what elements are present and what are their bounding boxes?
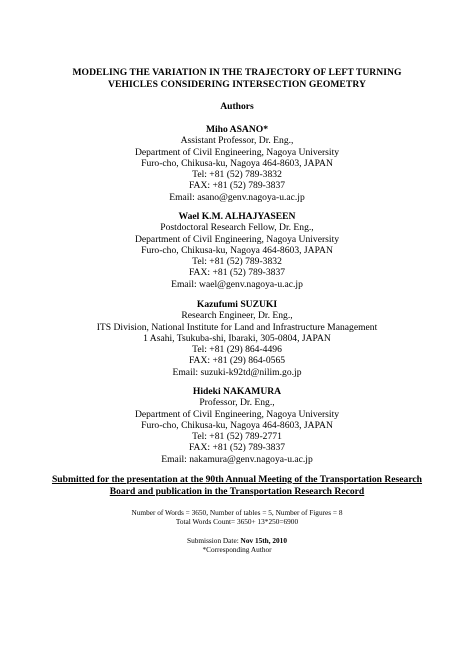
submission-date-value: Nov 15th, 2010 [240, 536, 287, 545]
submission-statement [30, 474, 444, 498]
author-position: Assistant Professor, Dr. Eng., [180, 135, 294, 147]
paper-title-line-2: VEHICLES CONSIDERING INTERSECTION GEOMETRY [108, 79, 366, 90]
author-email: Email: nakamura@genv.nagoya-u.ac.jp [161, 453, 313, 465]
author-email: Email: suzuki-k92td@nilim.go.jp [172, 366, 302, 378]
paper-title [40, 67, 434, 91]
author-tel: Tel: +81 (52) 789-3832 [192, 256, 282, 268]
author-email: Email: asano@genv.nagoya-u.ac.jp [169, 191, 305, 203]
author-address: Furo-cho, Chikusa-ku, Nagoya 464-8603, JAPAN [141, 244, 333, 256]
author-block-suzuki [40, 299, 434, 378]
author-name: Miho ASANO* [205, 124, 269, 135]
author-name: Hideki NAKAMURA [192, 386, 282, 397]
author-address: Furo-cho, Chikusa-ku, Nagoya 464-8603, JAPAN [141, 419, 333, 431]
submission-date-label: Submission Date: [187, 536, 239, 545]
author-position: Professor, Dr. Eng., [199, 397, 275, 409]
author-affiliation: ITS Division, National Institute for Land and Infrastructure Management [96, 321, 378, 333]
author-name: Wael K.M. ALHAJYASEEN [178, 211, 296, 222]
author-fax: FAX: +81 (29) 864-0565 [188, 355, 286, 367]
submission-statement-line-2: Board and publication in the Transportation Research Record [109, 486, 365, 497]
author-affiliation: Department of Civil Engineering, Nagoya University [134, 146, 340, 158]
author-block-asano [40, 124, 434, 203]
author-name: Kazufumi SUZUKI [196, 299, 278, 310]
author-address: 1 Asahi, Tsukuba-shi, Ibaraki, 305-0804, JAPAN [143, 332, 331, 344]
submission-info [0, 536, 474, 554]
word-counts-line-2: Total Words Count= 3650+ 13*250=6900 [175, 517, 299, 527]
author-position: Research Engineer, Dr. Eng., [181, 310, 293, 322]
author-affiliation: Department of Civil Engineering, Nagoya University [134, 233, 340, 245]
word-counts [0, 508, 474, 526]
author-address: Furo-cho, Chikusa-ku, Nagoya 464-8603, JAPAN [141, 157, 333, 169]
author-block-alhajyaseen [40, 211, 434, 290]
submission-statement-line-1: Submitted for the presentation at the 90th Annual Meeting of the Transportation Research [51, 474, 423, 485]
author-tel: Tel: +81 (52) 789-2771 [192, 431, 282, 443]
paper-title-line-1: MODELING THE VARIATION IN THE TRAJECTORY OF LEFT TURNING [72, 67, 402, 78]
author-tel: Tel: +81 (29) 864-4496 [192, 344, 282, 356]
author-affiliation: Department of Civil Engineering, Nagoya University [134, 408, 340, 420]
word-counts-line-1: Number of Words = 3650, Number of tables = 5, Number of Figures = 8 [131, 508, 343, 517]
author-fax: FAX: +81 (52) 789-3837 [188, 180, 286, 192]
author-position: Postdoctoral Research Fellow, Dr. Eng., [160, 222, 314, 234]
corresponding-author-note: *Corresponding Author [202, 545, 272, 555]
author-fax: FAX: +81 (52) 789-3837 [188, 442, 286, 454]
author-tel: Tel: +81 (52) 789-3832 [192, 169, 282, 181]
author-email: Email: wael@genv.nagoya-u.ac.jp [171, 278, 303, 290]
submission-date [0, 536, 474, 545]
author-fax: FAX: +81 (52) 789-3837 [188, 267, 286, 279]
authors-heading: Authors [220, 101, 254, 112]
author-block-nakamura [40, 386, 434, 465]
